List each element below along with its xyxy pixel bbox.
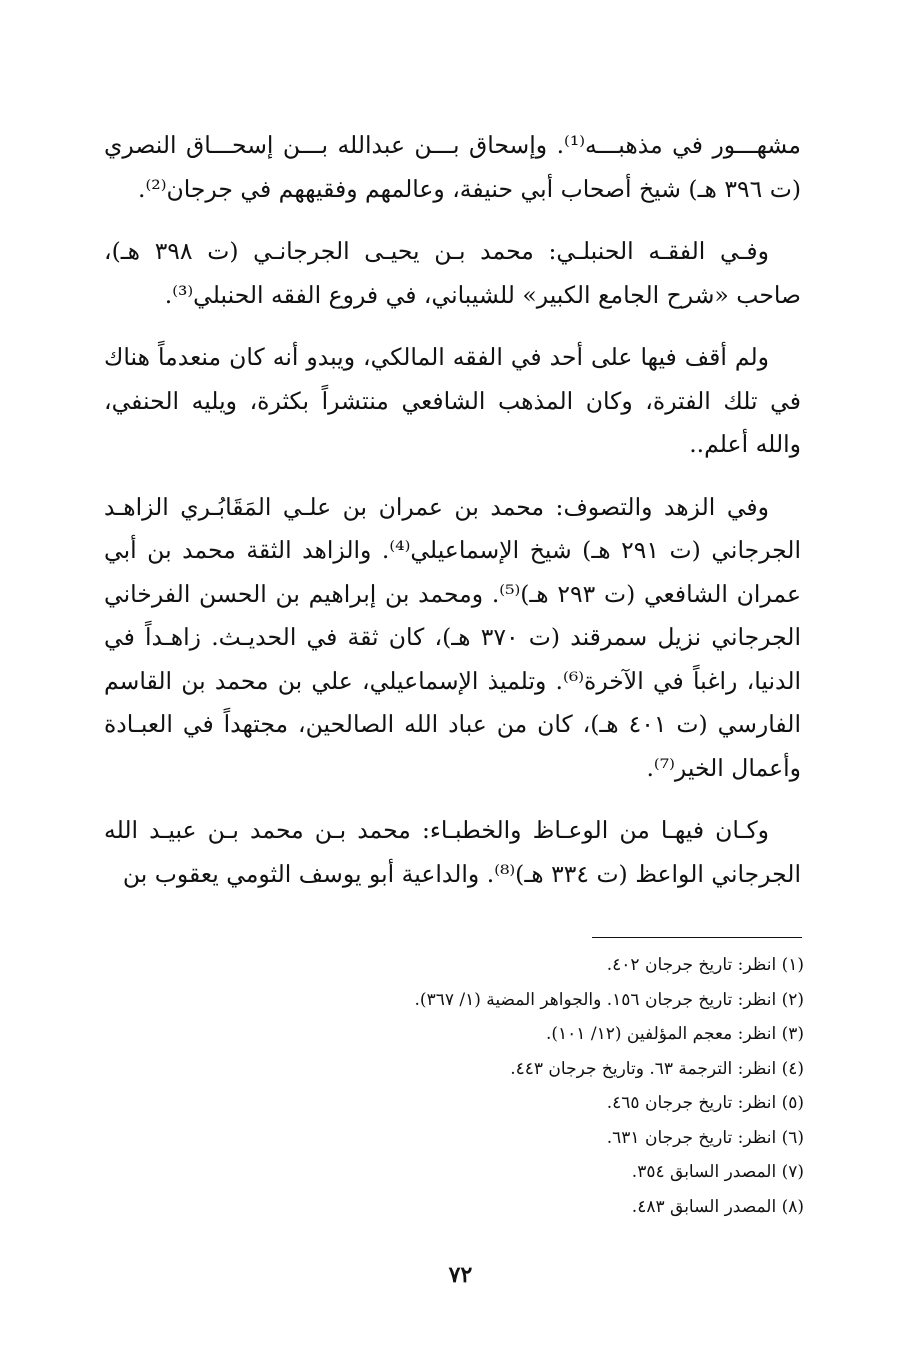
paragraph-4: وفي الزهد والتصوف: محمد بن عمران بن علـي المَقَابُـري الزاهـد الجرجاني (ت ٢٩١ هـ) شيخ الإسماعيلي⁽⁴⁾. والزاهد الثقة محمد بن أبي عمران الشافعي (ت ٢٩٣ هـ)⁽⁵⁾. ومحمد بن إبراهيم بن الحسن الفرخاني الجرجاني نزيل سمرقند (ت ٣٧٠ هـ)، كان ثقة في الحديـث. زاهـداً في الدنيا، راغباً في الآخرة⁽⁶⁾. وتلميذ الإسماعيلي، علي بن محمد بن القاسم الفارسي (ت ٤٠١ هـ)، كان من عباد الله الصالحين، مجتهداً في العبـادة وأعمال الخير⁽⁷⁾.	[104, 492, 802, 782]
footnote-7: (٧) المصدر السابق ٣٥٤.	[631, 1162, 804, 1182]
main-text	[104, 124, 801, 915]
footnote-4: (٤) انظر: الترجمة ٦٣. وتاريخ جرجان ٤٤٣.	[510, 1058, 804, 1079]
footnote-3: (٣) انظر: معجم المؤلفين (١٢/ ١٠١).	[546, 1024, 804, 1044]
footnote-2: (٢) انظر: تاريخ جرجان ١٥٦. والجواهر المضية (١/ ٣٦٧).	[414, 989, 804, 1010]
paragraph-5: وكـان فيهـا من الوعـاظ والخطبـاء: محمد بـن محمد بـن عبيـد الله الجرجاني الواعظ (ت ٣٣٤ هـ)⁽⁸⁾. والداعية أبو يوسف الثومي يعقوب بن	[104, 816, 801, 888]
paragraph-1: مشهـــور في مذهبـــه⁽¹⁾. وإسحاق بـــن عبدالله بـــن إسحـــاق النصري (ت ٣٩٦ هـ) شيخ أصحاب أبي حنيفة، وعالمهم وفقيههم في جرجان⁽²⁾.	[104, 131, 801, 203]
page-number: ٧٢	[448, 1262, 473, 1288]
paragraph-2: وفـي الفقـه الحنبلـي: محمد بـن يحيـى الجرجانـي (ت ٣٩٨ هـ)، صاحب «شرح الجامع الكبير» للشيباني، في فروع الفقه الحنبلي⁽³⁾.	[104, 237, 801, 309]
footnote-5: (٥) انظر: تاريخ جرجان ٤٦٥.	[606, 1093, 804, 1113]
footnote-1: (١) انظر: تاريخ جرجان ٤٠٢.	[606, 955, 804, 975]
footnote-8: (٨) المصدر السابق ٤٨٣.	[631, 1196, 804, 1217]
footnote-divider	[592, 937, 802, 938]
footnote-6: (٦) انظر: تاريخ جرجان ٦٣١.	[606, 1127, 804, 1148]
paragraph-3: ولم أقف فيها على أحد في الفقه المالكي، ويبدو أنه كان منعدماً هناك في تلك الفترة، وكان المذهب الشافعي منتشراً بكثرة، ويليه الحنفي، والله أعلم..	[104, 343, 801, 458]
footnotes	[104, 948, 804, 1224]
